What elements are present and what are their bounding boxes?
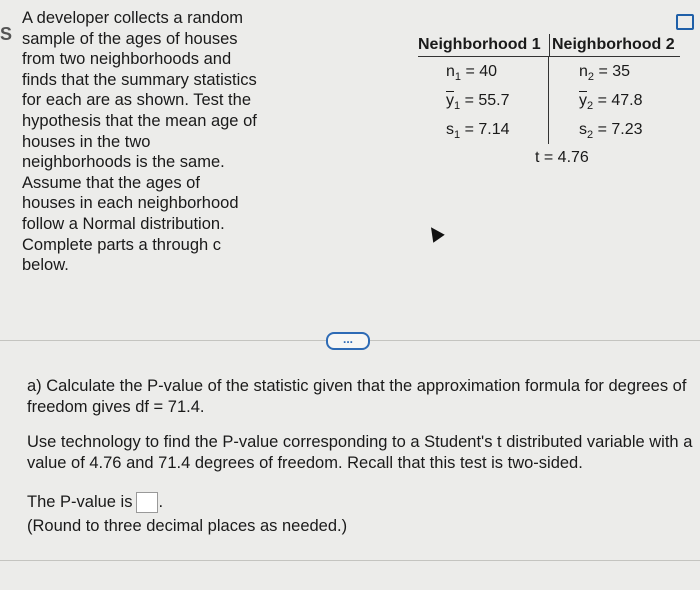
n2-value: = 35: [594, 63, 631, 80]
copy-icon[interactable]: [676, 14, 694, 30]
divider: [0, 560, 700, 561]
y2-value: = 47.8: [593, 92, 643, 109]
part-a-question: a) Calculate the P-value of the statistic given that the approximation formula for degrees of freedom gives df = 71.4.: [27, 377, 687, 416]
p-value-input[interactable]: [136, 492, 158, 513]
n1-value: = 40: [461, 63, 498, 80]
header-neighborhood-1: Neighborhood 1: [418, 34, 550, 56]
problem-statement: A developer collects a random sample of the ages of houses from two neighborhoods and finds that the summary statistics for each are as shown. Test the hypothesis that the mean age of houses in the two neighborhoods is the same. Assume that the ages of houses in each neighborhood follow a Normal distribution. Complete parts a through c below.: [22, 9, 257, 275]
table-row: $\overline{y}_1 = 55.7$ $\overline{y}_2 = 47.8$: [418, 86, 680, 115]
y1-value: = 55.7: [460, 92, 510, 109]
mouse-cursor-icon: [425, 223, 444, 242]
header-neighborhood-2: Neighborhood 2: [552, 36, 675, 53]
table-row: $s_1 = 7.14$ $s_2 = 7.23$: [418, 115, 680, 144]
y2-symbol: $\overline{y}$: [579, 92, 587, 109]
y1-symbol: $\overline{y}$: [446, 92, 454, 109]
s1-symbol: s: [446, 121, 454, 138]
rounding-note: (Round to three decimal places as needed.): [27, 517, 348, 535]
t-statistic: t = 4.76: [535, 149, 589, 166]
s2-symbol: s: [579, 121, 587, 138]
s1-value: = 7.14: [460, 121, 510, 138]
s2-value: = 7.23: [593, 121, 643, 138]
n1-symbol: n: [446, 63, 455, 80]
answer-suffix: .: [158, 493, 164, 511]
table-row: $n_1 = 40$ $n_2 = 35$: [418, 57, 680, 86]
expand-more-button[interactable]: ...: [326, 332, 370, 350]
side-tab-fragment: S: [0, 24, 13, 44]
answer-prefix: The P-value is: [27, 493, 133, 511]
n2-symbol: n: [579, 63, 588, 80]
part-a-instruction: Use technology to find the P-value corresponding to a Student's t distributed variable with a value of 4.76 and 71.4 degrees of freedom. Recall that this test is two-sided.: [27, 433, 693, 472]
answer-line: [27, 492, 695, 513]
summary-statistics-table: [418, 34, 680, 144]
